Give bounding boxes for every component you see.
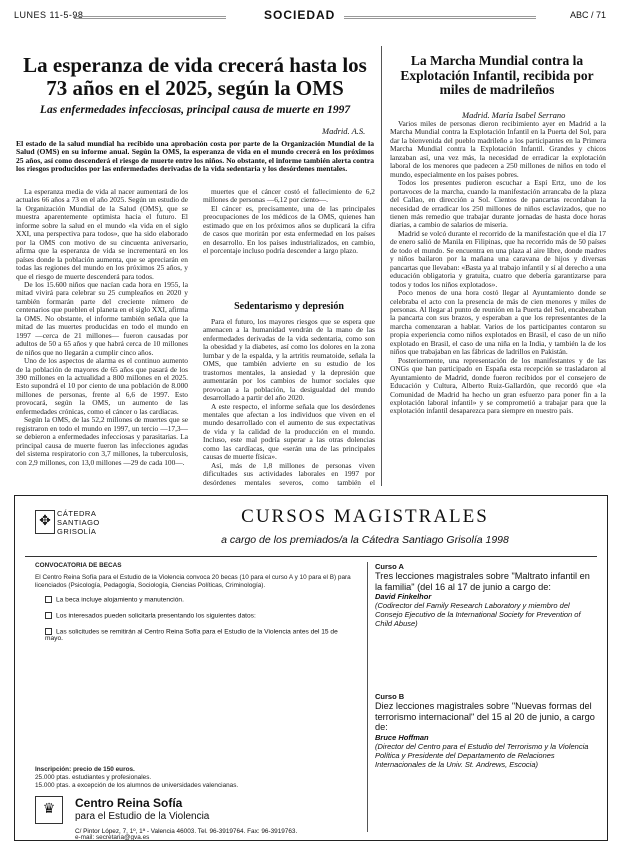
curso-a-description: Tres lecciones magistrales sobre "Maltrato infantil en la familia" (del 16 al 17 de junio a cargo de: [375, 571, 590, 592]
inscripcion-line: 15.000 ptas. a excepción de los alumnos de universidades valencianas. [35, 782, 239, 789]
main-subheadline: Las enfermedades infecciosas, principal causa de muerte en 1997 [39, 104, 351, 116]
header-rule [344, 16, 536, 19]
checkbox-icon [45, 628, 52, 635]
ad-rule [25, 556, 597, 557]
paragraph: De los 15.600 niños que nacían cada hora en 1955, la mitad vivirá para celebrar su 25 cumpleaños en 2020 y también formarán parte del creciente número de centenarios que pueblen el planeta en el siglo XXI, afirma la OMS. No obstante, el informe también señala que la mitad de las muertes producidas en todo el mundo en 1997 —cerca de 21 millones— fueron causadas por adultos de 50 a 65 años y que habrá cerca de 10 millones de niños que no llegarán a cumplir cinco años. [16, 279, 188, 357]
curso-b-label: Curso B [375, 692, 405, 701]
advertisement-box [14, 495, 608, 841]
checkbox-row [45, 628, 345, 642]
checkbox-label: Las solicitudes se remitirán al Centro Reina Sofía para el Estudio de la Violencia antes del 15 de mayo. [45, 628, 338, 643]
checkbox-row [45, 612, 345, 619]
paragraph: Poco menos de una hora costó llegar al Ayuntamiento donde se celebraba el acto con la presencia de más de cien menores y miles de personas. Al llegar al punto de reunión en la Puerta del Sol, encabezaban la pancarta con sus brazos, y esperaban a que los representantes de la marcha comenzaran a hablar. Varios de los participantes contaron su propia experiencia como niños explotados en Brasil, el caso de un niño explotado en Brasil, el caso de una niña en la India, y también la de los niños que trabajaban en las fábricas de ladrillos en Pakistán. [390, 288, 606, 357]
column-divider [381, 46, 382, 486]
section-subhead: Sedentarismo y depresión [234, 301, 344, 312]
side-byline: Madrid. María Isabel Serrano [462, 110, 566, 120]
header-rule [74, 16, 226, 19]
curso-b [375, 692, 595, 769]
paragraph: muertes que el cáncer costó el fallecimiento de 6,2 millones de personas —6,12 por ciento—. [203, 188, 375, 205]
reina-email: e-mail: secretaria@gva.es [75, 834, 150, 841]
catedra-logo [35, 510, 123, 550]
convocatoria-text: El Centro Reina Sofía para el Estudio de la Violencia convoca 20 becas (10 para el curso A y 10 para el B) para licenciados (Psicología, Pedagogía, Sociología, Ciencias Políticas, Criminología). [35, 574, 351, 589]
reina-title: Centro Reina Sofía [75, 796, 183, 810]
curso-a-role: (Codirector del Family Research Laboratory y miembro del Consejo Ejecutivo de la International Society for Prevention of Child Abuse) [375, 601, 581, 628]
convocatoria-label: CONVOCATORIA DE BECAS [35, 562, 122, 569]
paragraph: Varios miles de personas dieron recibimiento ayer en Madrid a la Marcha Mundial contra la Explotación Infantil en la Puerta del Sol, para dar la bienvenida del pueblo madrileño a los participantes en la Primera Marcha Mundial contra la Explotación Infantil. Grandes y chicos lanzaban así, una vez más, la necesidad de erradicar la explotación laboral de los menores que padecen a 250 millones de niños en todo el mundo, especialmente en los países pobres. [390, 120, 606, 179]
paragraph: El cáncer es, precisamente, una de las principales preocupaciones de los médicos de la OMS, quienes han estimado que en los próximos años se duplicará la cifra de casos que morirán por esta enfermedad en los países en desarrollo. En los países industrializados, en cambio, el porcentaje incluso podría descender a largo plazo. [203, 203, 375, 256]
paragraph: Posteriormente, una representación de los manifestantes y de las ONGs que han participado en España esta recepción se trasladaron al Ayuntamiento de Madrid, donde fueron recibidos por el consejero de Educación y Cultura, Alberto Ruiz-Gallardón, que recordó que «la Comunidad de Madrid ha hecho un gran esfuerzo para poner fin a la explotación laboral infantil» y se comprometió a trabajar para que la explotación infantil desaparezca para siempre en nuestro país. [390, 355, 606, 416]
curso-a-lecturer: David Finkelhor [375, 592, 432, 601]
main-column-2a [203, 188, 375, 300]
curso-a [375, 562, 595, 628]
catedra-emblem-icon: ✥ [35, 510, 55, 534]
main-column-1 [16, 188, 188, 488]
page-number: ABC / 71 [569, 10, 606, 20]
paragraph: Madrid se volcó durante el recorrido de la manifestación que el día 17 de enero salió de Manila en Filipinas, que ha recorrido más de 50 países de todo el mundo. Se encuentra en una plaza al aire libre, donde madres y niños bailaron por la mañana una caravana de hijos y diversas pancartas que llevaban: «Basta ya al trabajo infantil y sí al derecho a una educación obligatoria y gratuita, cuatro que debería garantizarse para todos y todos los niños explotados». [390, 228, 606, 289]
logo-line: CÁTEDRA [57, 509, 97, 518]
reina-address: C/ Pintor López, 7, 1º, 1ª - Valencia 46003. Tel. 96-3919764. Fax: 96-3919763. [75, 828, 298, 835]
inscripcion-line: 25.000 ptas. estudiantes y profesionales. [35, 774, 152, 781]
checkbox-icon [45, 596, 52, 603]
ad-divider [367, 562, 368, 832]
ad-subtitle: a cargo de los premiados/a la Cátedra Santiago Grisolía 1998 [221, 534, 509, 546]
logo-line: SANTIAGO [57, 518, 100, 527]
paragraph: A este respecto, el informe señala que los desórdenes mentales que afectan a los individuos que viven en el mundo desarrollado con el aumento de sus expectativas de vida y la calidad de la producción en el mundo. Incluso, este mal podría superar a las otras dolencias como las cardíacas, que «serán una de las principales causas de muerte física». [203, 401, 375, 462]
inscripcion-label: Inscripción: precio de 150 euros. [35, 766, 135, 773]
main-lede: El estado de la salud mundial ha recibido una aprobación costa por parte de la Organización Mundial de la Salud (OMS) en su informe anual. Según la OMS, la esperanza de vida en el mundo crecerá en los próximos 25 años, así como descenderá el riesgo de muerte entre los niños. No obstante, el informe también alerta contra los riesgos producidos por las enfermedades derivadas de la vida sedentaria y los desórdenes mentales. [16, 139, 374, 173]
ad-title: CURSOS MAGISTRALES [241, 506, 489, 527]
curso-b-lecturer: Bruce Hoffman [375, 732, 429, 742]
paragraph: Según la OMS, de las 52,2 millones de muertes que se registraron en todo el mundo en 1997, un tercio —17,3— se debieron a enfermedades infecciosas y parasitarias. La principal causa de muerte fueron las infecciones agudas del sistema respiratorio con 3,7 millones, la tuberculosis, con 2,9 millones, con 13,0 millones —29 de cada 100—. [16, 415, 188, 467]
reina-subtitle: para el Estudio de la Violencia [75, 811, 210, 822]
crown-icon: ♛ [35, 796, 63, 824]
checkbox-label: La beca incluye alojamiento y manutención. [56, 596, 184, 604]
curso-b-description: Diez lecciones magistrales sobre "Nuevas formas del terrorismo internacional" del 15 al 20 de junio, a cargo de: [375, 701, 595, 732]
side-headline: La Marcha Mundial contra la Explotación Infantil, recibida por miles de madrileños [400, 53, 594, 97]
curso-b-role: (Director del Centro para el Estudio del Terrorismo y la Violencia Política y Presidente del Departamento de Relaciones Internacionales de la Univ. St. Andrews, Escocia) [375, 741, 589, 769]
issue-date: LUNES 11-5-98 [14, 10, 84, 20]
checkbox-row [45, 596, 345, 603]
paragraph: Así, más de 1,8 millones de personas viven dificultades sus actividades laborales en 1997 por desórdenes mentales severos, como también el [203, 460, 375, 487]
logo-line: GRISOLÍA [57, 527, 97, 536]
main-byline: Madrid. A.S. [322, 126, 366, 136]
main-column-2b [203, 318, 375, 488]
main-headline: La esperanza de vida crecerá hasta los 73 años en el 2025, según la OMS [23, 53, 367, 100]
checkbox-icon [45, 612, 52, 619]
paragraph: Uno de los aspectos de alarma es el continuo aumento de la población de mayores de 65 años que pasará de los 390 millones en la actualidad a 800 millones en el 2025. Esto supondrá el 10 por ciento de una población de 8.000 millones de personas, frente al 6,6 de 1997. Esto provocará, según la OMS, un aumento de las enfermedades crónicas, como el cáncer o las cardíacas. [16, 356, 188, 416]
checkbox-label: Los interesados pueden solicitarla presentando los siguientes datos: [56, 612, 256, 620]
page-header [14, 8, 606, 24]
side-column [390, 120, 606, 488]
paragraph: La esperanza media de vida al nacer aumentará de los actuales 66 años a 73 en el año 2025. Según un estudio de la Organización Mundial de la Salud (OMS), que se muestra aparentemente optimista hacia el futuro. El informe sobre la salud en el mundo «la vida en el siglo XXI, una perspectiva para todos», que ha sido elaborado por la OMS con motivo de su cincuenta aniversario, afirma que la esperanza de vida se incrementará en los países donde la población aumenta, que se apreciarán en todas las regiones del mundo en los próximos 25 años, y que el riesgo de muerte descenderá para todos. [16, 188, 188, 281]
curso-a-label: Curso A [375, 562, 404, 571]
paragraph: Para el futuro, los mayores riesgos que se espera que amenacen a la humanidad vendrán de la mano de las enfermedades derivadas de la vida sedentaria, como son la obesidad y la diabetes, así como los dolores en la zona lumbar y de la espalda, y la artritis reumatoide, señala la OMS, que también advierte en su estudio de los trastornos mentales, la ansiedad y la depresión que aumentarán por los cambios de humor sociales que provocan a la población, la desigualdad del mundo desarrollado a partir del año 2020. [203, 318, 375, 403]
paragraph: Todos los presentes pudieron escuchar a Espí Ertz, uno de los portavoces de la marcha, cuando la manifestación arrancaba de la plaza del Callao, en dirección a Sol. Cientos de pancartas recordaban la necesidad de erradicar los 250 millones de niños esclavizados, que no tienen más remedio que trabajar durante jornadas de hasta doce horas diarias, a cambio de salarios de miseria. [390, 178, 606, 230]
section-name: SOCIEDAD [264, 8, 336, 22]
